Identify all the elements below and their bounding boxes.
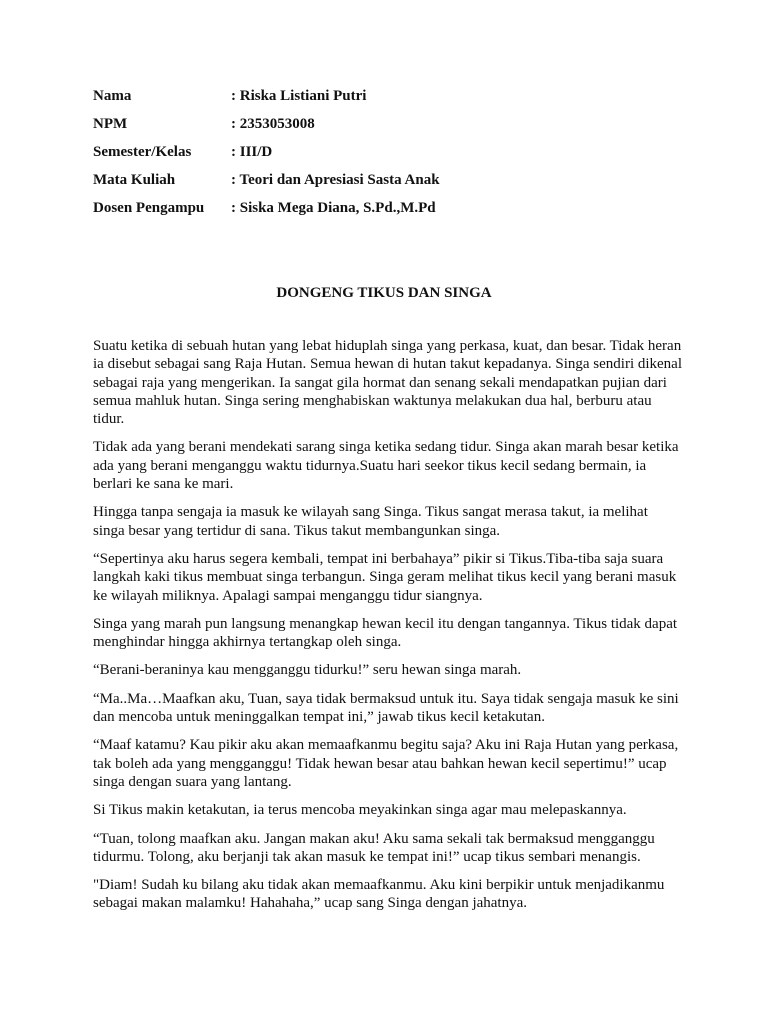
- info-label: Nama: [93, 88, 132, 104]
- info-value: : Riska Listiani Putri: [231, 88, 367, 104]
- info-row-semester: [93, 142, 440, 170]
- info-value: : III/D: [231, 144, 273, 160]
- story-paragraph: Si Tikus makin ketakutan, ia terus mencoba meyakinkan singa agar mau melepaskannya.: [93, 802, 627, 819]
- info-row-name: [93, 86, 440, 114]
- info-label: Mata Kuliah: [93, 172, 176, 188]
- info-label: NPM: [93, 116, 128, 132]
- story-paragraph: “Ma..Ma…Maafkan aku, Tuan, saya tidak bermaksud untuk itu. Saya tidak sengaja masuk ke sini dan mencoba untuk meninggalkan tempat ini,” jawab tikus kecil ketakutan.: [93, 690, 679, 726]
- story-paragraph: Hingga tanpa sengaja ia masuk ke wilayah sang Singa. Tikus sangat merasa takut, ia melihat singa besar yang tertidur di sana. Tikus takut membangunkan singa.: [93, 504, 648, 539]
- info-label: Dosen Pengampu: [93, 200, 205, 216]
- info-value: : Teori dan Apresiasi Sasta Anak: [231, 172, 440, 188]
- story-paragraph: Suatu ketika di sebuah hutan yang lebat hiduplah singa yang perkasa, kuat, dan besar. Tidak heran ia disebut sebagai sang Raja Hutan. Semua hewan di hutan takut kepadanya. Singa sendiri dikenal sebagai raja yang mengerikan. Ia sangat gila hormat dan senang sekali mendapatkan pujian dari semua mahluk hutan. Singa sering menghabiskan waktunya melakukan dua hal, berburu atau tidur.: [93, 338, 683, 428]
- story-body: [93, 337, 683, 923]
- story-paragraph: "Diam! Sudah ku bilang aku tidak akan memaafkanmu. Aku kini berpikir untuk menjadikanmu sebagai makan malamku! Hahahaha,” ucap sang Singa dengan jahatnya.: [93, 877, 665, 912]
- story-paragraph: “Berani-beraninya kau mengganggu tidurku!” seru hewan singa marah.: [93, 662, 522, 679]
- story-paragraph: “Maaf katamu? Kau pikir aku akan memaafkanmu begitu saja? Aku ini Raja Hutan yang perkasa, tak boleh ada yang mengganggu! Tidak hewan besar atau bahkan hewan kecil sepertimu!” ucap singa dengan suara yang lantang.: [93, 737, 679, 790]
- story-paragraph: “Sepertinya aku harus segera kembali, tempat ini berbahaya” pikir si Tikus.Tiba-tiba saja suara langkah kaki tikus membuat singa terbangun. Singa geram melihat tikus kecil yang berani masuk ke wilayah miliknya. Apalagi sampai menganggu tidur siangnya.: [93, 550, 677, 604]
- info-row-npm: [93, 114, 440, 142]
- info-value: : Siska Mega Diana, S.Pd.,M.Pd: [231, 200, 436, 216]
- story-paragraph: Tidak ada yang berani mendekati sarang singa ketika sedang tidur. Singa akan marah besar ketika ada yang berani menganggu waktu tidurnya.Suatu hari seekor tikus kecil sedang bermain, ia berlari ke sana ke mari.: [93, 439, 679, 493]
- story-paragraph: Singa yang marah pun langsung menangkap hewan kecil itu dengan tangannya. Tikus tidak dapat menghindar hingga akhirnya tertangkap oleh singa.: [93, 615, 678, 651]
- info-row-course: [93, 170, 440, 198]
- info-row-lecturer: [93, 198, 440, 226]
- story-title: DONGENG TIKUS DAN SINGA: [276, 285, 492, 301]
- info-label: Semester/Kelas: [93, 144, 192, 160]
- story-paragraph: “Tuan, tolong maafkan aku. Jangan makan aku! Aku sama sekali tak bermaksud mengganggu tidurmu. Tolong, aku berjanji tak akan masuk ke tempat ini!” ucap tikus sembari menangis.: [93, 830, 655, 865]
- student-info-table: [93, 86, 440, 226]
- info-value: : 2353053008: [231, 116, 315, 132]
